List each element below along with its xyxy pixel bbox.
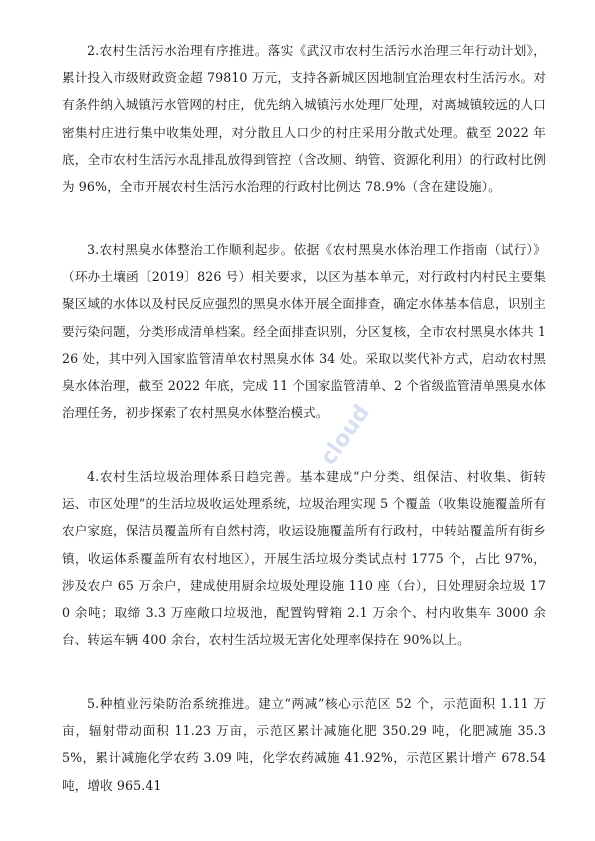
paragraph-planting-pollution: 5.种植业污染防治系统推进。建立“两减”核心示范区 52 个，示范面积 1.11 万亩，辐射带动面积 11.23 万亩，示范区累计减施化肥 350.29 吨，化肥减施 35.35%，累计减施化学农药 3.09 吨，化学农药减施 41.92%，示范区累计增产 678.54 吨，增收 965.41 <box>62 696 546 793</box>
paragraph-rural-garbage: 4.农村生活垃圾治理体系日趋完善。基本建成“户分类、组保洁、村收集、街转运、市区处理”的生活垃圾收运处理系统，垃圾治理实现 5 个覆盖（收集设施覆盖所有农户家庭，保洁员覆盖所有自然村湾，收运设施覆盖所有行政村，中转站覆盖所有街乡镇，收运体系覆盖所有农村地区），开展生活垃圾分类试点村 1775 个，占比 97%，涉及农户 65 万余户，建成使用厨余垃圾处理设施 110 座（台），日处理厨余垃圾 170 余吨；取缔 3.3 万座敞口垃圾池，配置钩臂箱 2.1 万余个、村内收集车 3000 余台、转运车辆 400 余台，农村生活垃圾无害化处理率保持在 90%以上。 <box>62 469 546 648</box>
paragraph-black-odorous-water: 3.农村黑臭水体整治工作顺利起步。依据《农村黑臭水体治理工作指南（试行）》（环办土壤函〔2019〕826 号）相关要求，以区为基本单元，对行政村内村民主要集聚区域的水体以及村民反应强烈的黑臭水体开展全面排查，确定水体基本信息，识别主要污染问题，分类形成清单档案。经全面排查识别，分区复核，全市农村黑臭水体共 126 处，其中列入国家监管清单农村黑臭水体 34 处。采取以奖代补方式，启动农村黑臭水体治理，截至 2022 年底，完成 11 个国家监管清单、2 个省级监管清单黑臭水体治理任务，初步探索了农村黑臭水体整治模式。 <box>62 242 546 421</box>
watermark-logo: cloud <box>315 400 375 470</box>
paragraph-rural-sewage: 2.农村生活污水治理有序推进。落实《武汉市农村生活污水治理三年行动计划》，累计投入市级财政资金超 79810 万元，支持各新城区因地制宜治理农村生活污水。对有条件纳入城镇污水管网的村庄，优先纳入城镇污水处理厂处理，对离城镇较远的人口密集村庄进行集中收集处理，对分散且人口少的村庄采用分散式处理。截至 2022 年底，全市农村生活污水乱排乱放得到管控（含改厕、纳管、资源化利用）的行政村比例为 96%，全市开展农村生活污水治理的行政村比例达 78.9%（含在建设施）。 <box>62 43 546 195</box>
